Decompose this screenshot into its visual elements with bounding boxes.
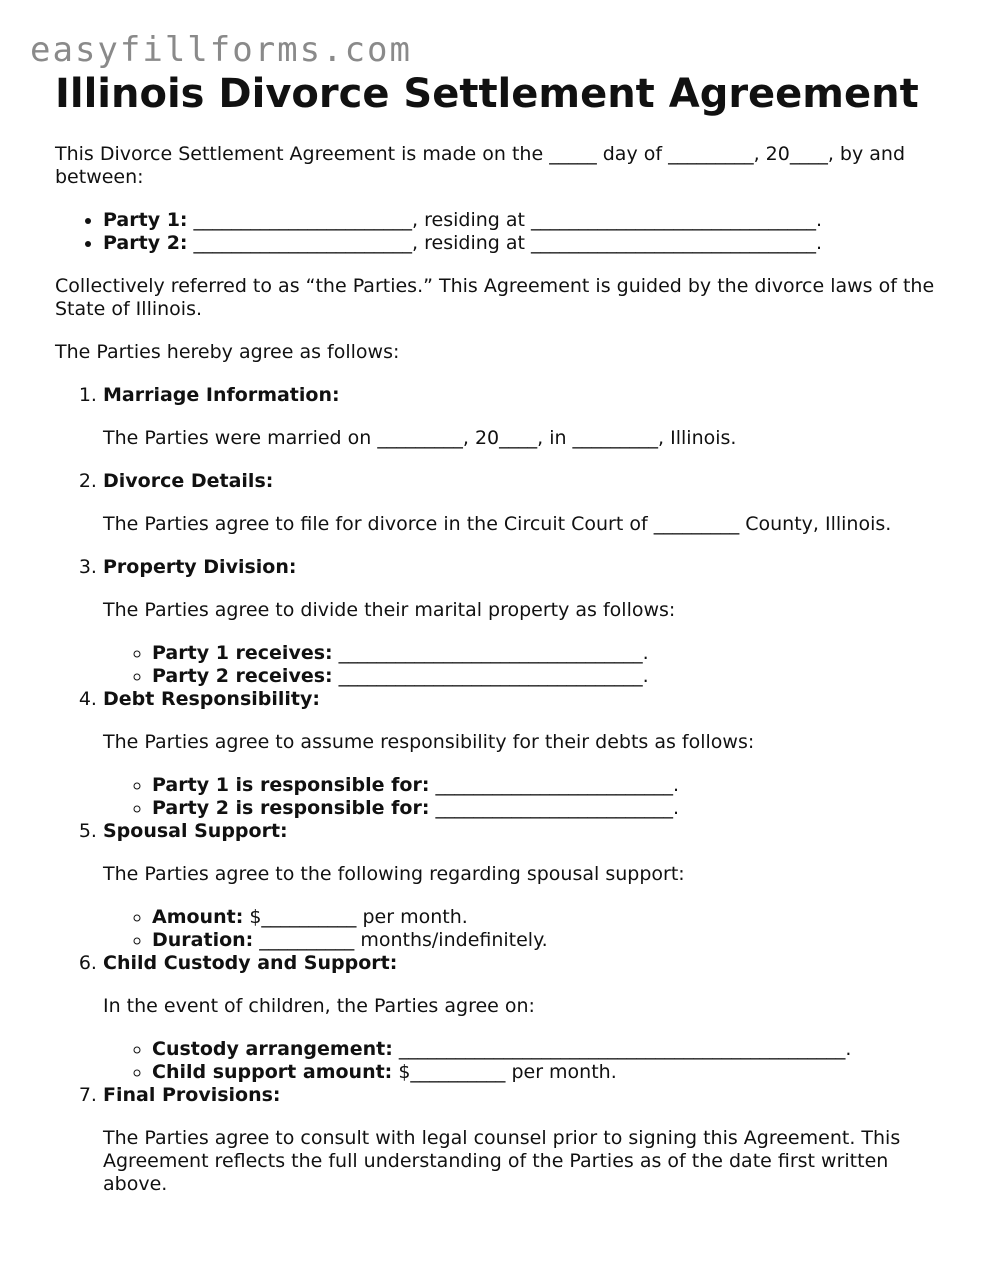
party-2-label: Party 2:: [103, 232, 188, 254]
party-1-field[interactable]: _______________________, residing at ______________________________.: [187, 209, 823, 231]
blank-field[interactable]: _________________________.: [429, 774, 680, 796]
blank-field[interactable]: $__________ per month.: [243, 906, 468, 928]
section-title: 4. Debt Responsibility:: [103, 688, 320, 710]
final-text: The Parties agree to consult with legal counsel prior to signing this Agreement. This Agreement reflects the full understanding of the Parties as of the date first written above.: [103, 1127, 901, 1195]
child-text: In the event of children, the Parties agree on:: [103, 995, 535, 1017]
section-property: [103, 556, 955, 688]
blank-field[interactable]: $__________ per month.: [392, 1061, 617, 1083]
party-1-label: Party 1:: [103, 209, 188, 231]
section-title: 5. Spousal Support:: [103, 820, 288, 842]
item-label: Party 2 receives:: [152, 665, 333, 687]
section-title: 3. Property Division:: [103, 556, 297, 578]
party-1-line: [103, 209, 955, 232]
list-item: [152, 1061, 955, 1084]
list-item: [152, 797, 955, 820]
watermark: easyfillforms.com: [30, 30, 412, 70]
section-child: [103, 952, 955, 1084]
debt-text: The Parties agree to assume responsibility for their debts as follows:: [103, 731, 755, 753]
property-text: The Parties agree to divide their marital property as follows:: [103, 599, 676, 621]
section-title: 6. Child Custody and Support:: [103, 952, 398, 974]
party-2-line: [103, 232, 955, 255]
section-title: 7. Final Provisions:: [103, 1084, 281, 1106]
blank-field[interactable]: _________________________.: [429, 797, 680, 819]
item-label: Party 1 is responsible for:: [152, 774, 430, 796]
section-divorce: [103, 470, 955, 536]
item-label: Party 2 is responsible for:: [152, 797, 430, 819]
sections-list: [55, 384, 955, 1196]
debt-items: [103, 774, 955, 820]
blank-field[interactable]: _______________________________________________.: [392, 1038, 852, 1060]
section-marriage: [103, 384, 955, 450]
spousal-text: The Parties agree to the following regarding spousal support:: [103, 863, 685, 885]
party-2-field[interactable]: _______________________, residing at ______________________________.: [187, 232, 823, 254]
blank-field[interactable]: ________________________________.: [332, 665, 649, 687]
section-final: [103, 1084, 955, 1196]
list-item: [152, 929, 955, 952]
section-spousal: [103, 820, 955, 952]
item-label: Child support amount:: [152, 1061, 393, 1083]
section-title: 2. Divorce Details:: [103, 470, 274, 492]
intro-paragraph: This Divorce Settlement Agreement is made on the _____ day of _________, 20____, by and between:: [55, 143, 906, 188]
section-debt: [103, 688, 955, 820]
document-body: [55, 143, 955, 1196]
list-item: [152, 642, 955, 665]
spousal-items: [103, 906, 955, 952]
parties-list: [55, 209, 955, 255]
child-items: [103, 1038, 955, 1084]
list-item: [152, 774, 955, 797]
section-title: 1. Marriage Information:: [103, 384, 340, 406]
document-title: Illinois Divorce Settlement Agreement: [55, 71, 919, 117]
list-item: [152, 906, 955, 929]
item-label: Party 1 receives:: [152, 642, 333, 664]
collective-paragraph: Collectively referred to as “the Parties.” This Agreement is guided by the divorce laws of the State of Illinois.: [55, 275, 935, 320]
agree-intro: The Parties hereby agree as follows:: [55, 341, 400, 363]
divorce-text[interactable]: The Parties agree to file for divorce in the Circuit Court of _________ County, Illinois.: [103, 513, 892, 535]
list-item: [152, 1038, 955, 1061]
blank-field[interactable]: __________ months/indefinitely.: [253, 929, 548, 951]
item-label: Custody arrangement:: [152, 1038, 393, 1060]
blank-field[interactable]: ________________________________.: [332, 642, 649, 664]
list-item: [152, 665, 955, 688]
marriage-text[interactable]: The Parties were married on _________, 20____, in _________, Illinois.: [103, 427, 737, 449]
item-label: Duration:: [152, 929, 254, 951]
property-items: [103, 642, 955, 688]
item-label: Amount:: [152, 906, 244, 928]
